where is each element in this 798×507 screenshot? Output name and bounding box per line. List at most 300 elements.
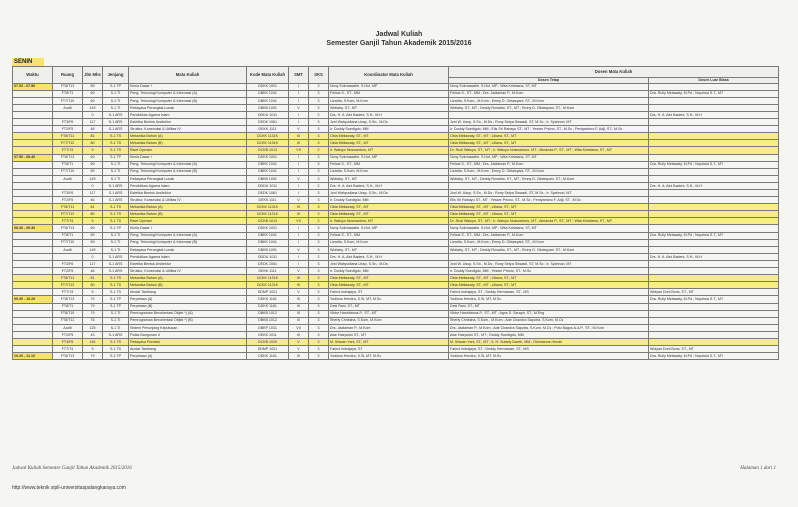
cell-koordinator: Fahrul Indrajaya, ST: [329, 289, 449, 296]
cell-ruang: [53, 253, 83, 260]
cell-kode: DEKK 1111: [247, 197, 289, 204]
cell-jenjang: S-1 TS: [103, 147, 129, 154]
cell-dosen-tetap: Widiatry, ST., MT ; Deddy Ronaldo, ST., MT ; Emny D. Oktawyani, ST., M.Kom: [449, 104, 649, 111]
cell-sks: 3: [309, 168, 329, 175]
cell-jenjang: S-1 TI: [103, 97, 129, 104]
cell-dosen-luar: [649, 268, 779, 275]
cell-dosen-tetap: Lizarita, S.Kom., M.Kom ; Emny D. Oktawyani, ST., M.Kom: [449, 168, 649, 175]
cell-kode: DBKB 1091: [247, 246, 289, 253]
cell-jml: 69: [83, 232, 103, 239]
cell-ruang: FT7/T4: [53, 218, 83, 225]
cell-jml: 69: [83, 161, 103, 168]
cell-mata-kuliah: Mekanika Bahan (B): [129, 282, 247, 289]
cell-dosen-tetap: Nony Sukmawatie, S.Hut, MP ; Wita Krisbiana, ST, MT: [449, 83, 649, 90]
table-row: [13, 204, 779, 211]
cell-sks: 3: [309, 190, 329, 197]
cell-jml: 9: [83, 289, 103, 296]
cell-jml: 80: [83, 140, 103, 147]
cell-kode: DCKB 1020: [247, 338, 289, 345]
cell-dosen-tetap: Lizarita, S.Kom., M.Kom ; Emny D. Oktawyani, ST., M.Kom: [449, 239, 649, 246]
cell-dosen-luar: [649, 133, 779, 140]
cell-jenjang: S-1 TP: [103, 83, 129, 90]
cell-koordinator: Okta Meilawaty, ST., MT: [329, 275, 449, 282]
cell-mata-kuliah: Kimia Dasar I: [129, 154, 247, 161]
cell-jenjang: S-1 TS: [103, 282, 129, 289]
cell-dosen-luar: Drs. H. A. Aini Badeni, S.H., M.H: [649, 253, 779, 260]
cell-dosen-luar: [649, 204, 779, 211]
table-row: [13, 104, 779, 111]
cell-mata-kuliah: Rekayasa Perangkat Lunak: [129, 104, 247, 111]
cell-sks: 3: [309, 232, 329, 239]
cell-dosen-tetap: Widiatry, ST., MT ; Deddy Ronaldo, ST., MT ; Emny D. Oktawyani, ST., M.Kom: [449, 175, 649, 182]
cell-jenjang: S-1 ARS: [103, 197, 129, 204]
cell-jenjang: S-1 TI: [103, 310, 129, 317]
cell-waktu: [13, 133, 53, 140]
table-row: [13, 310, 779, 317]
cell-smt: VII: [289, 324, 309, 331]
cell-smt: V: [289, 346, 309, 353]
cell-jenjang: S-1 TI: [103, 232, 129, 239]
cell-koordinator: Widiatry, ST., MT: [329, 104, 449, 111]
cell-jenjang: S-1 ARS: [103, 111, 129, 118]
cell-ruang: FT8/T1: [53, 90, 83, 97]
cell-smt: I: [289, 168, 309, 175]
cell-ruang: Audit: [53, 246, 83, 253]
cell-koordinator: Drs. H. A. Aini Badeni, S.H., M.H: [329, 111, 449, 118]
cell-dosen-tetap: Joni W. Ussp, S.Sn., M.Ds ; Rony Setya Siswadi, ST, M.Sc ; Ir. Syahrozi, MT: [449, 260, 649, 267]
cell-dosen-tetap: Nony Sukmawatie, S.Hut, MP ; Wita Krisbiana, ST, MT: [449, 225, 649, 232]
cell-dosen-tetap: Drs. Jadiaman P., M.Kom ; Ade Chandra Saputra, S.Kom, M.Cs ; Putu Bagus A.A.P., ST., M.Kom: [449, 324, 649, 331]
cell-dosen-luar: [649, 282, 779, 289]
cell-kode: DDKK 1001: [247, 225, 289, 232]
cell-mata-kuliah: Riset Operasi: [129, 218, 247, 225]
cell-mata-kuliah: Amdal Tambang: [129, 346, 247, 353]
cell-smt: V: [289, 175, 309, 182]
cell-ruang: FT7/T10: [53, 239, 83, 246]
cell-koordinator: Joni Wahyudiana Ussp, S.Sn., M.Ds: [329, 260, 449, 267]
cell-sks: 3: [309, 324, 329, 331]
cell-mata-kuliah: Struktur, Konstruksi & Utilitas IV: [129, 126, 247, 133]
cell-waktu: [13, 97, 53, 104]
cell-jml: 117: [83, 190, 103, 197]
cell-dosen-luar: [649, 275, 779, 282]
cell-sks: 3: [309, 346, 329, 353]
cell-kode: DBKP 1031: [247, 324, 289, 331]
cell-dosen-luar: [649, 246, 779, 253]
cell-smt: III: [289, 204, 309, 211]
cell-jenjang: S-1 TI: [103, 175, 129, 182]
cell-jml: 79: [83, 296, 103, 303]
cell-kode: DDKK 1001: [247, 154, 289, 161]
cell-dosen-luar: [649, 338, 779, 345]
cell-jml: 69: [83, 83, 103, 90]
cell-jml: 149: [83, 246, 103, 253]
cell-jml: 149: [83, 104, 103, 111]
cell-jenjang: S-1 ARS: [103, 119, 129, 126]
cell-jml: 79: [83, 310, 103, 317]
cell-ruang: FT8/T11: [53, 133, 83, 140]
cell-waktu: [13, 303, 53, 310]
cell-ruang: FT7/T10: [53, 168, 83, 175]
table-row: [13, 317, 779, 324]
cell-smt: I: [289, 111, 309, 118]
cell-koordinator: Viktor Handrianus P., ST., MT: [329, 310, 449, 317]
cell-koordinator: Ir. Doddy Soedigdo, MM: [329, 268, 449, 275]
cell-mata-kuliah: Rekayasa Pondasi: [129, 338, 247, 345]
cell-smt: III: [289, 275, 309, 282]
cell-dosen-luar: [649, 147, 779, 154]
table-row: [13, 289, 779, 296]
cell-kode: DEDK 1061: [247, 190, 289, 197]
cell-ruang: FT8/T13: [53, 353, 83, 360]
cell-jenjang: S-1 TS: [103, 211, 129, 218]
cell-dosen-luar: [649, 317, 779, 324]
cell-jml: 46: [83, 197, 103, 204]
table-row: [13, 296, 779, 303]
cell-jenjang: S-1 TI: [103, 246, 129, 253]
cell-koordinator: Drs. H. A. Aini Badeni, S.H., M.H: [329, 182, 449, 189]
cell-koordinator: Felicia S., ST., MM: [329, 232, 449, 239]
cell-sks: 3: [309, 331, 329, 338]
cell-sks: 3: [309, 239, 329, 246]
table-row: [13, 225, 779, 232]
cell-waktu: [13, 147, 53, 154]
cell-dosen-tetap: Dr. Rudi Waluyo, ST., MT ; Ir. Waluyo Nuswantoro, MT ; Almanda P., ST., MT ; Wita Krisbiana, ST., MT: [449, 218, 649, 225]
cell-mata-kuliah: Mekanika Bahan (B): [129, 211, 247, 218]
cell-ruang: FT7/T4: [53, 346, 83, 353]
cell-waktu: [13, 268, 53, 275]
table-row: [13, 346, 779, 353]
cell-dosen-tetap: Elis Sri Rahayu ST., MT ; Yesser Priono, ST., M.Sc ; Ferdyantoro F. Adji, ST., M.Sc: [449, 197, 649, 204]
cell-sks: 3: [309, 317, 329, 324]
cell-jml: 81: [83, 133, 103, 140]
cell-ruang: FT7/T12: [53, 211, 83, 218]
cell-smt: I: [289, 97, 309, 104]
col-ruang: Ruang: [53, 67, 83, 84]
cell-smt: I: [289, 239, 309, 246]
cell-smt: III: [289, 133, 309, 140]
cell-sks: 3: [309, 296, 329, 303]
cell-kode: DDDU 1011: [247, 111, 289, 118]
cell-jml: 0: [83, 253, 103, 260]
cell-dosen-luar: [649, 218, 779, 225]
cell-jenjang: S-1 TP: [103, 303, 129, 310]
cell-jenjang: S-1 TS: [103, 338, 129, 345]
cell-waktu: [13, 175, 53, 182]
table-row: [13, 154, 779, 161]
cell-dosen-luar: [649, 197, 779, 204]
table-row: [13, 147, 779, 154]
cell-kode: DBKB 1091: [247, 175, 289, 182]
cell-jml: 79: [83, 303, 103, 310]
cell-ruang: Audit: [53, 324, 83, 331]
day-label: SENIN: [12, 58, 44, 66]
cell-mata-kuliah: Pemrograman Berorientasi Objek *) (B): [129, 317, 247, 324]
cell-kode: DDMP 1021: [247, 346, 289, 353]
cell-sks: 3: [309, 246, 329, 253]
cell-jml: 117: [83, 260, 103, 267]
cell-waktu: [13, 310, 53, 317]
cell-dosen-tetap: Fahrul Indrajaya, ST ; Deddy Hermawan, ST., MS: [449, 346, 649, 353]
cell-jml: 46: [83, 126, 103, 133]
cell-koordinator: Ir. Doddy Soedigdo, MM: [329, 126, 449, 133]
cell-jml: 76: [83, 317, 103, 324]
cell-kode: DBKB 1012: [247, 310, 289, 317]
cell-koordinator: Lizarita, S.Kom, M.Kom: [329, 239, 449, 246]
cell-kode: DBKB 1091: [247, 104, 289, 111]
cell-mata-kuliah: Mekanika Bahan (A): [129, 275, 247, 282]
cell-dosen-luar: [649, 190, 779, 197]
cell-jml: 116: [83, 338, 103, 345]
cell-smt: I: [289, 190, 309, 197]
cell-koordinator: Ir. Waluyo Nuswantoro, MT: [329, 147, 449, 154]
col-dosen-tetap: Dosen Tetap: [449, 78, 649, 84]
cell-ruang: FT2/F5: [53, 268, 83, 275]
cell-jenjang: S-1 ARS: [103, 190, 129, 197]
cell-jml: 69: [83, 97, 103, 104]
cell-waktu: [13, 331, 53, 338]
cell-jml: 69: [83, 168, 103, 175]
col-dosen-luar: Dosen Luar Biasa: [649, 78, 779, 84]
cell-ruang: FT7/T12: [53, 282, 83, 289]
cell-smt: III: [289, 211, 309, 218]
cell-dosen-tetap: [449, 182, 649, 189]
table-row: [13, 133, 779, 140]
cell-smt: I: [289, 154, 309, 161]
cell-ruang: [53, 111, 83, 118]
table-row: [13, 168, 779, 175]
cell-ruang: FT7/T12: [53, 140, 83, 147]
cell-smt: V: [289, 104, 309, 111]
cell-dosen-tetap: [449, 111, 649, 118]
cell-smt: V: [289, 338, 309, 345]
cell-kode: DBKK 1041: [247, 239, 289, 246]
cell-dosen-tetap: Dr. Rudi Waluyo, ST., MT ; Ir. Waluyo Nuswantoro, MT ; Almanda P., ST., MT ; Wita Krisbiana, ST., MT: [449, 147, 649, 154]
cell-waktu: [13, 289, 53, 296]
cell-dosen-tetap: Desi Rani, ST., MT: [449, 303, 649, 310]
cell-waktu: [13, 90, 53, 97]
cell-kode: DEKK 1111: [247, 126, 289, 133]
table-row: [13, 275, 779, 282]
table-row: [13, 324, 779, 331]
cell-jml: 80: [83, 282, 103, 289]
cell-kode: DCKK 1131K: [247, 204, 289, 211]
cell-dosen-tetap: Felicia S., ST., MM ; Drs. Jadiaman P., M.Kom: [449, 232, 649, 239]
cell-jenjang: S-1 ARS: [103, 260, 129, 267]
cell-mata-kuliah: Mekanika Bahan (A): [129, 133, 247, 140]
table-row: [13, 253, 779, 260]
cell-kode: DBKK 1041: [247, 90, 289, 97]
cell-mata-kuliah: Fisika Bangunan II: [129, 331, 247, 338]
cell-kode: DEKK 1111: [247, 268, 289, 275]
cell-kode: DEDK 1061: [247, 260, 289, 267]
cell-ruang: FT3/F6: [53, 119, 83, 126]
cell-dosen-luar: [649, 97, 779, 104]
table-row: [13, 239, 779, 246]
cell-dosen-tetap: Joni W. Ussp, S.Sn., M.Ds ; Rony Setya Siswadi, ST, M.Sc ; Ir. Syahrozi, MT: [449, 119, 649, 126]
cell-koordinator: Yudinus Hendra, S.Si, MT, M.Sc: [329, 296, 449, 303]
table-row: [13, 331, 779, 338]
cell-kode: DEDK 1061: [247, 119, 289, 126]
cell-waktu: [13, 253, 53, 260]
col-jml: Jlm Mhs: [83, 67, 103, 84]
table-row: [13, 211, 779, 218]
cell-ruang: FT8/T13: [53, 83, 83, 90]
cell-waktu: [13, 197, 53, 204]
cell-waktu: [13, 126, 53, 133]
cell-jenjang: S-1 ARS: [103, 126, 129, 133]
cell-smt: I: [289, 260, 309, 267]
cell-jenjang: S-1 ARS: [103, 331, 129, 338]
cell-koordinator: Nony Sukmawatie, S.Hut, MP: [329, 83, 449, 90]
cell-smt: III: [289, 282, 309, 289]
cell-jenjang: S-1 TP: [103, 225, 129, 232]
cell-sks: 3: [309, 104, 329, 111]
cell-dosen-luar: Dra. Rully Melawaty, M.Pd ; Nopvisia S.T., MT: [649, 161, 779, 168]
cell-smt: V: [289, 126, 309, 133]
cell-kode: DCKB 1013: [247, 147, 289, 154]
cell-koordinator: Awe Hasyubiu ST., MT: [329, 331, 449, 338]
cell-smt: III: [289, 296, 309, 303]
cell-koordinator: Lizarita, S.Kom, M.Kom: [329, 168, 449, 175]
cell-kode: DBKK 1041: [247, 232, 289, 239]
cell-koordinator: Felicia S., ST., MM: [329, 161, 449, 168]
cell-dosen-tetap: Okta Meilawaty, ST., MT ; Liliana, ST., MT: [449, 282, 649, 289]
cell-mata-kuliah: Perpetaan (B): [129, 303, 247, 310]
cell-koordinator: M. Ikhwan Yani, ST., MT: [329, 338, 449, 345]
cell-waktu: [13, 317, 53, 324]
cell-waktu: [13, 104, 53, 111]
cell-jml: 69: [83, 239, 103, 246]
cell-ruang: FT2/F5: [53, 331, 83, 338]
cell-smt: VII: [289, 147, 309, 154]
col-sks: SKS: [309, 67, 329, 84]
cell-dosen-luar: [649, 154, 779, 161]
cell-koordinator: Felicia S., ST., MM: [329, 90, 449, 97]
cell-sks: 3: [309, 353, 329, 360]
cell-smt: III: [289, 310, 309, 317]
cell-koordinator: Nony Sukmawatie, S.Hut, MP: [329, 225, 449, 232]
cell-dosen-luar: [649, 211, 779, 218]
table-row: [13, 83, 779, 90]
cell-mata-kuliah: Rekayasa Perangkat Lunak: [129, 246, 247, 253]
cell-smt: III: [289, 353, 309, 360]
table-row: [13, 182, 779, 189]
cell-mata-kuliah: Peng. Teknologi Komputer & Informasi (A): [129, 161, 247, 168]
cell-jml: 125: [83, 324, 103, 331]
cell-koordinator: Drs. Jadiaman P., M.Kom: [329, 324, 449, 331]
cell-waktu: 07.00 - 07.50: [13, 83, 53, 90]
cell-koordinator: Sherly Christina, S.Kom, M.Kom: [329, 317, 449, 324]
cell-smt: I: [289, 83, 309, 90]
cell-jml: 81: [83, 204, 103, 211]
cell-sks: 3: [309, 268, 329, 275]
cell-kode: DEKK 1011: [247, 331, 289, 338]
table-row: [13, 111, 779, 118]
cell-dosen-tetap: Okta Meilawaty, ST., MT ; Liliana, ST., MT: [449, 211, 649, 218]
cell-jenjang: S-1 TS: [103, 133, 129, 140]
cell-dosen-tetap: Fahrul Indrajaya, ST ; Deddy Hermawan, ST., MS: [449, 289, 649, 296]
cell-mata-kuliah: Pendidikan Agama Islam: [129, 253, 247, 260]
cell-dosen-tetap: Viktor Handrianus P., ST., MT ; Agus S. Saraph, ST., M.Eng: [449, 310, 649, 317]
cell-ruang: FT8/T1: [53, 161, 83, 168]
cell-dosen-luar: Widyan Doni Bons, ST., MT: [649, 346, 779, 353]
cell-dosen-tetap: Okta Meilawaty, ST., MT ; Liliana, ST., MT: [449, 275, 649, 282]
cell-koordinator: Joni Wahyudiana Ussp, S.Sn., M.Ds: [329, 119, 449, 126]
cell-dosen-luar: Dra. Rully Melawaty, M.Pd ; Nopvisia S.T., MT: [649, 296, 779, 303]
cell-dosen-tetap: Okta Meilawaty, ST., MT ; Liliana, ST., MT: [449, 133, 649, 140]
cell-smt: I: [289, 225, 309, 232]
cell-jenjang: S-1 TI: [103, 168, 129, 175]
cell-smt: III: [289, 331, 309, 338]
cell-koordinator: Yudinus Hendra, S.Si, MT, M.Sc: [329, 353, 449, 360]
cell-jenjang: S-1 ARS: [103, 268, 129, 275]
cell-koordinator: Fahrul Indrajaya, ST: [329, 346, 449, 353]
cell-dosen-tetap: Yudinus Hendra, S.Si, MT, M.Sc: [449, 296, 649, 303]
cell-mata-kuliah: Perpetaan (A): [129, 296, 247, 303]
table-row: [13, 338, 779, 345]
cell-dosen-luar: [649, 104, 779, 111]
table-row: [13, 260, 779, 267]
cell-waktu: 08.40 - 09.30: [13, 225, 53, 232]
table-row: [13, 190, 779, 197]
cell-mata-kuliah: Kimia Dasar I: [129, 83, 247, 90]
cell-jenjang: S-1 TI: [103, 317, 129, 324]
cell-sks: 2: [309, 253, 329, 260]
table-row: [13, 197, 779, 204]
cell-waktu: [13, 161, 53, 168]
cell-dosen-luar: Widyan Doni Bons, ST., MT: [649, 289, 779, 296]
title-line-1: Jadwal Kuliah: [375, 31, 423, 38]
cell-mata-kuliah: Peng. Teknologi Komputer & Informasi (B): [129, 168, 247, 175]
cell-mata-kuliah: Struktur, Konstruksi & Utilitas IV: [129, 197, 247, 204]
table-row: [13, 126, 779, 133]
cell-mata-kuliah: Peng. Teknologi Komputer & Informasi (B): [129, 97, 247, 104]
cell-smt: III: [289, 140, 309, 147]
cell-waktu: [13, 246, 53, 253]
cell-koordinator: Okta Meilawaty, ST., MT: [329, 282, 449, 289]
cell-jml: 9: [83, 147, 103, 154]
footer-url[interactable]: http://www.teknik sipil-universitaspalangkaraya.com: [12, 485, 126, 491]
cell-dosen-tetap: Felicia S., ST., MM ; Drs. Jadiaman P., M.Kom: [449, 90, 649, 97]
cell-mata-kuliah: Estetika Bentuk Arsitektur: [129, 260, 247, 267]
cell-ruang: FT2/F5: [53, 197, 83, 204]
table-row: [13, 268, 779, 275]
cell-smt: VII: [289, 218, 309, 225]
cell-koordinator: Okta Meilawaty, ST., MT: [329, 140, 449, 147]
cell-mata-kuliah: Peng. Teknologi Komputer & Informasi (A): [129, 232, 247, 239]
cell-smt: I: [289, 232, 309, 239]
cell-smt: V: [289, 289, 309, 296]
cell-sks: 3: [309, 83, 329, 90]
cell-koordinator: Lizarita, S.Kom, M.Kom: [329, 97, 449, 104]
cell-jenjang: S-1 TS: [103, 275, 129, 282]
cell-jml: 79: [83, 353, 103, 360]
cell-sks: 3: [309, 303, 329, 310]
cell-sks: 3: [309, 161, 329, 168]
cell-sks: 2: [309, 111, 329, 118]
cell-dosen-luar: [649, 324, 779, 331]
table-row: [13, 140, 779, 147]
cell-smt: I: [289, 182, 309, 189]
cell-dosen-tetap: Felicia S., ST., MM ; Drs. Jadiaman P., M.Kom: [449, 161, 649, 168]
cell-dosen-luar: [649, 331, 779, 338]
cell-ruang: FT8/T11: [53, 317, 83, 324]
cell-mata-kuliah: Mekanika Bahan (B): [129, 140, 247, 147]
cell-sks: 3: [309, 140, 329, 147]
cell-mata-kuliah: Amdal Tambang: [129, 289, 247, 296]
cell-koordinator: Okta Meilawaty, ST., MT: [329, 204, 449, 211]
